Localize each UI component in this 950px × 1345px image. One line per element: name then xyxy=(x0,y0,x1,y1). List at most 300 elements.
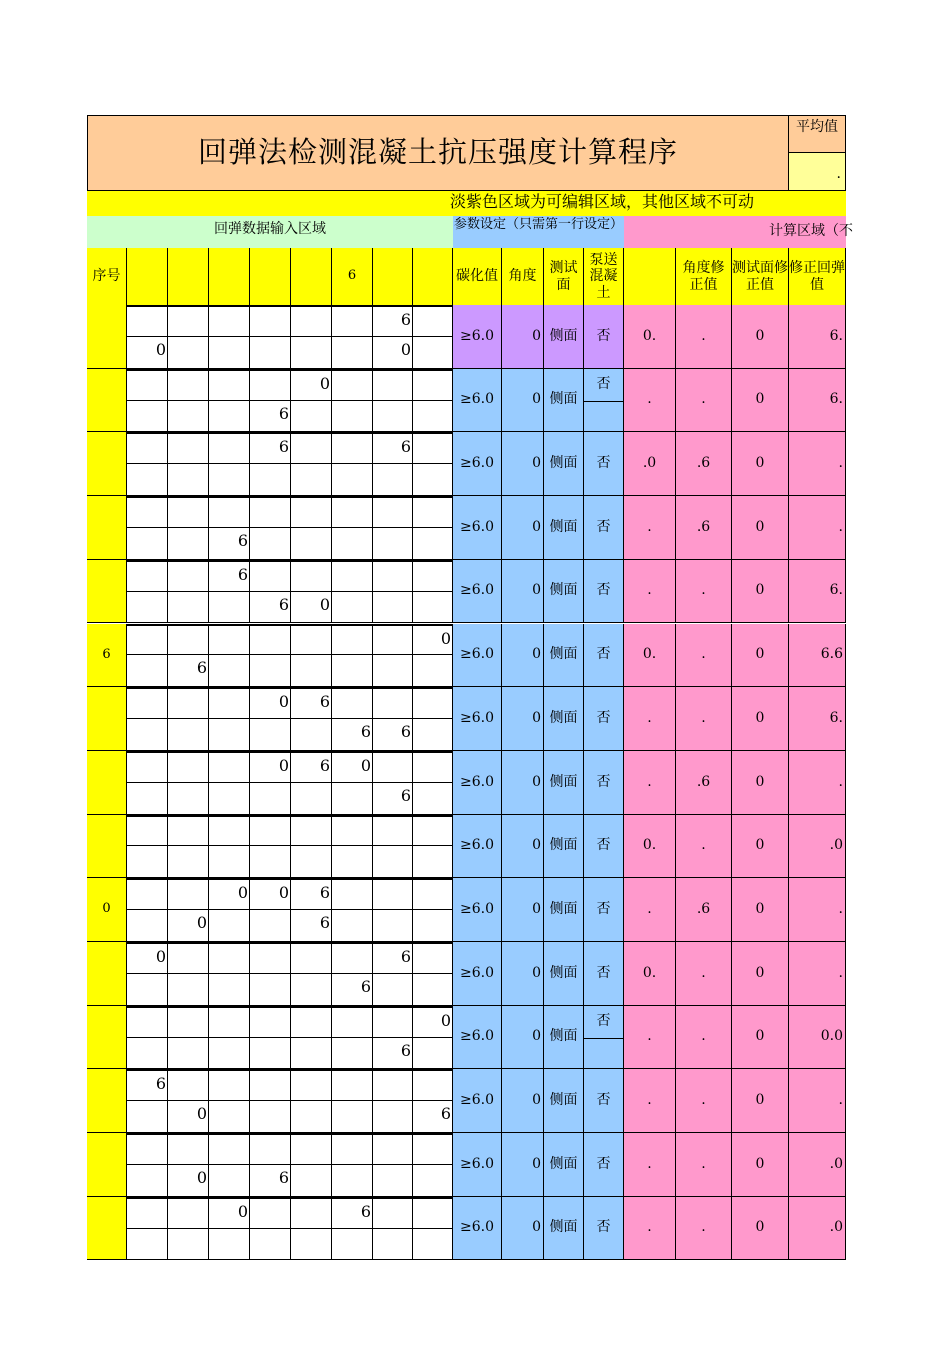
rebound-input-cell[interactable] xyxy=(127,432,168,464)
rebound-input-cell[interactable]: 6 xyxy=(373,1038,413,1070)
angle-cell: 0 xyxy=(502,1069,544,1133)
rebound-input-cell[interactable] xyxy=(127,560,168,592)
rebound-input-cell[interactable] xyxy=(413,592,453,624)
rebound-input-cell[interactable] xyxy=(413,369,453,401)
rebound-input-cell[interactable] xyxy=(332,655,373,687)
rebound-input-cell[interactable] xyxy=(250,815,291,847)
rebound-input-cell[interactable] xyxy=(373,1133,413,1165)
rebound-input-cell[interactable] xyxy=(168,369,209,401)
rebound-input-cell[interactable] xyxy=(209,305,250,337)
pumped-concrete-cell: 否 xyxy=(584,1069,624,1133)
rebound-input-cell[interactable] xyxy=(209,783,250,815)
rebound-input-cell[interactable] xyxy=(127,1165,168,1197)
rebound-input-cell[interactable] xyxy=(332,878,373,910)
rebound-input-cell[interactable]: 0 xyxy=(127,337,168,369)
rebound-input-cell[interactable] xyxy=(413,1133,453,1165)
rebound-input-cell[interactable] xyxy=(209,846,250,878)
rebound-input-cell[interactable] xyxy=(332,401,373,433)
rebound-input-cell[interactable] xyxy=(332,942,373,974)
angle-correction-cell: . xyxy=(676,560,732,624)
column-header-angle-correction: 角度修正值 xyxy=(676,248,732,305)
rebound-input-cell[interactable] xyxy=(373,369,413,401)
rebound-input-cell[interactable] xyxy=(168,1197,209,1229)
rebound-input-cell[interactable] xyxy=(413,560,453,592)
rebound-input-cell[interactable] xyxy=(291,719,332,751)
rebound-input-cell[interactable] xyxy=(209,1069,250,1101)
rebound-input-cell[interactable] xyxy=(291,1038,332,1070)
rebound-input-cell[interactable] xyxy=(168,528,209,560)
rebound-input-cell[interactable] xyxy=(168,942,209,974)
rebound-input-cell[interactable] xyxy=(168,815,209,847)
rebound-input-cell[interactable] xyxy=(413,783,453,815)
calc-value-cell: . xyxy=(624,1006,676,1070)
rebound-input-cell[interactable]: 6 xyxy=(332,719,373,751)
carbonation-cell: ≥6.0 xyxy=(453,751,502,815)
corrected-rebound-cell: . xyxy=(789,878,846,942)
rebound-input-cell[interactable] xyxy=(332,1101,373,1133)
rebound-input-cell[interactable] xyxy=(413,974,453,1006)
rebound-input-cell[interactable] xyxy=(127,655,168,687)
angle-correction-cell: . xyxy=(676,369,732,433)
rebound-input-cell[interactable] xyxy=(250,1197,291,1229)
rebound-input-cell[interactable] xyxy=(373,624,413,656)
rebound-input-cell[interactable] xyxy=(127,1229,168,1261)
rebound-input-cell[interactable] xyxy=(209,1038,250,1070)
rebound-input-cell[interactable] xyxy=(291,1133,332,1165)
test-face-cell: 侧面 xyxy=(544,496,584,560)
rebound-input-cell[interactable] xyxy=(168,846,209,878)
rebound-input-cell[interactable] xyxy=(413,910,453,942)
rebound-input-cell[interactable] xyxy=(250,942,291,974)
rebound-input-cell[interactable]: 0 xyxy=(127,942,168,974)
rebound-input-cell[interactable] xyxy=(209,910,250,942)
calc-value-cell: 0. xyxy=(624,624,676,688)
rebound-input-cell[interactable] xyxy=(332,815,373,847)
rebound-input-cell[interactable] xyxy=(332,1038,373,1070)
rebound-input-cell[interactable] xyxy=(332,1006,373,1038)
test-face-cell: 侧面 xyxy=(544,560,584,624)
rebound-input-cell[interactable] xyxy=(332,1133,373,1165)
rebound-input-cell[interactable]: 6 xyxy=(209,528,250,560)
rebound-input-cell[interactable]: 6 xyxy=(209,560,250,592)
rebound-input-cell[interactable] xyxy=(413,687,453,719)
sequence-cell xyxy=(87,1197,127,1261)
carbonation-cell: ≥6.0 xyxy=(453,687,502,751)
rebound-input-cell[interactable] xyxy=(291,974,332,1006)
rebound-input-cell[interactable] xyxy=(291,1101,332,1133)
rebound-input-cell[interactable] xyxy=(168,974,209,1006)
rebound-input-cell[interactable] xyxy=(291,1165,332,1197)
rebound-input-cell[interactable] xyxy=(373,592,413,624)
rebound-input-cell[interactable] xyxy=(209,655,250,687)
rebound-input-cell[interactable] xyxy=(413,719,453,751)
rebound-input-cell[interactable] xyxy=(168,624,209,656)
rebound-input-cell[interactable] xyxy=(332,496,373,528)
rebound-input-cell[interactable] xyxy=(291,1197,332,1229)
rebound-input-cell[interactable] xyxy=(373,401,413,433)
rebound-input-cell[interactable] xyxy=(373,846,413,878)
rebound-input-cell[interactable] xyxy=(413,337,453,369)
rebound-input-cell[interactable] xyxy=(209,464,250,496)
rebound-input-cell[interactable] xyxy=(291,337,332,369)
carbonation-cell: ≥6.0 xyxy=(453,560,502,624)
rebound-input-cell[interactable]: 6 xyxy=(291,687,332,719)
rebound-input-cell[interactable] xyxy=(209,624,250,656)
rebound-input-cell[interactable] xyxy=(209,942,250,974)
rebound-input-cell[interactable] xyxy=(373,1229,413,1261)
rebound-input-cell[interactable] xyxy=(127,783,168,815)
rebound-input-cell[interactable] xyxy=(373,815,413,847)
rebound-input-cell[interactable]: 6 xyxy=(168,655,209,687)
rebound-input-cell[interactable]: 6 xyxy=(373,942,413,974)
rebound-input-cell[interactable]: 6 xyxy=(250,1165,291,1197)
rebound-input-cell[interactable] xyxy=(168,496,209,528)
rebound-input-cell[interactable]: 6 xyxy=(291,751,332,783)
rebound-input-cell[interactable] xyxy=(127,305,168,337)
calculation-section-label: 计算区域（不 xyxy=(769,223,853,239)
rebound-input-cell[interactable]: 0 xyxy=(168,1165,209,1197)
rebound-input-cell[interactable] xyxy=(332,910,373,942)
carbonation-cell[interactable]: ≥6.0 xyxy=(453,305,502,369)
rebound-input-cell[interactable]: 6 xyxy=(250,401,291,433)
rebound-input-cell[interactable] xyxy=(373,1165,413,1197)
rebound-input-cell[interactable] xyxy=(332,624,373,656)
rebound-input-cell[interactable] xyxy=(250,369,291,401)
rebound-input-cell[interactable] xyxy=(168,560,209,592)
rebound-input-cell[interactable] xyxy=(291,1006,332,1038)
rebound-input-cell[interactable] xyxy=(332,464,373,496)
rebound-input-cell[interactable] xyxy=(127,592,168,624)
angle-correction-cell: . xyxy=(676,1069,732,1133)
average-label: 平均值 xyxy=(789,115,846,153)
rebound-input-cell[interactable] xyxy=(168,592,209,624)
rebound-input-cell[interactable] xyxy=(332,1165,373,1197)
calc-value-cell: . xyxy=(624,496,676,560)
corrected-rebound-cell: 0.0 xyxy=(789,1006,846,1070)
rebound-input-cell[interactable] xyxy=(291,1229,332,1261)
rebound-input-cell[interactable] xyxy=(127,528,168,560)
rebound-input-cell[interactable] xyxy=(209,496,250,528)
rebound-input-cell[interactable] xyxy=(413,846,453,878)
rebound-input-cell[interactable] xyxy=(413,751,453,783)
rebound-input-cell[interactable] xyxy=(373,1101,413,1133)
rebound-input-cell[interactable] xyxy=(168,1038,209,1070)
rebound-input-cell[interactable] xyxy=(168,432,209,464)
rebound-input-cell[interactable] xyxy=(332,432,373,464)
rebound-input-cell[interactable] xyxy=(250,1038,291,1070)
rebound-input-cell[interactable] xyxy=(413,464,453,496)
rebound-input-cell[interactable]: 0 xyxy=(332,751,373,783)
angle-cell[interactable]: 0 xyxy=(502,305,544,369)
angle-correction-cell: . xyxy=(676,305,732,369)
rebound-input-cell[interactable]: 0 xyxy=(250,687,291,719)
pumped-concrete-cell: 否 xyxy=(584,1133,624,1197)
rebound-input-cell[interactable] xyxy=(250,496,291,528)
rebound-input-cell[interactable]: 6 xyxy=(332,974,373,1006)
rebound-input-cell[interactable] xyxy=(127,624,168,656)
angle-correction-cell: . xyxy=(676,1006,732,1070)
rebound-input-cell[interactable] xyxy=(332,592,373,624)
rebound-input-cell[interactable] xyxy=(413,496,453,528)
rebound-input-cell[interactable] xyxy=(168,401,209,433)
rebound-input-cell[interactable] xyxy=(291,655,332,687)
pumped-concrete-cell: 否 xyxy=(584,560,624,624)
rebound-input-cell[interactable]: 6 xyxy=(413,1101,453,1133)
carbonation-cell: ≥6.0 xyxy=(453,942,502,1006)
rebound-input-cell[interactable] xyxy=(127,687,168,719)
rebound-input-cell[interactable] xyxy=(127,1038,168,1070)
rebound-input-cell[interactable] xyxy=(209,401,250,433)
corrected-rebound-cell: .0 xyxy=(789,1197,846,1261)
pumped-concrete-cell[interactable]: 否 xyxy=(584,305,624,369)
rebound-input-cell[interactable] xyxy=(250,910,291,942)
column-header-input-1 xyxy=(127,248,168,305)
rebound-input-cell[interactable] xyxy=(168,687,209,719)
rebound-input-cell[interactable] xyxy=(168,464,209,496)
face-correction-cell: 0 xyxy=(732,624,789,688)
rebound-input-cell[interactable]: 6 xyxy=(373,783,413,815)
rebound-input-cell[interactable] xyxy=(127,1006,168,1038)
rebound-input-cell[interactable] xyxy=(413,1229,453,1261)
rebound-input-cell[interactable] xyxy=(332,783,373,815)
rebound-input-cell[interactable] xyxy=(127,464,168,496)
rebound-input-cell[interactable] xyxy=(250,560,291,592)
sequence-cell xyxy=(87,496,127,560)
rebound-input-cell[interactable] xyxy=(168,305,209,337)
column-header-input-8 xyxy=(413,248,453,305)
face-correction-cell: 0 xyxy=(732,687,789,751)
rebound-input-cell[interactable] xyxy=(332,846,373,878)
rebound-input-cell[interactable] xyxy=(250,305,291,337)
rebound-input-cell[interactable] xyxy=(127,815,168,847)
rebound-input-cell[interactable] xyxy=(209,751,250,783)
rebound-input-cell[interactable]: 0 xyxy=(168,1101,209,1133)
rebound-input-cell[interactable] xyxy=(209,687,250,719)
rebound-input-cell[interactable] xyxy=(291,305,332,337)
rebound-input-cell[interactable]: 0 xyxy=(250,878,291,910)
rebound-input-cell[interactable] xyxy=(332,560,373,592)
rebound-input-cell[interactable] xyxy=(373,1197,413,1229)
rebound-input-cell[interactable] xyxy=(209,1101,250,1133)
column-header-seq: 序号 xyxy=(87,248,127,305)
rebound-input-cell[interactable] xyxy=(168,751,209,783)
rebound-input-cell[interactable] xyxy=(127,974,168,1006)
rebound-input-cell[interactable] xyxy=(209,369,250,401)
rebound-input-cell[interactable] xyxy=(250,464,291,496)
rebound-input-cell[interactable] xyxy=(332,1229,373,1261)
rebound-input-cell[interactable]: 6 xyxy=(291,910,332,942)
angle-correction-cell: . xyxy=(676,1197,732,1261)
rebound-input-cell[interactable]: 0 xyxy=(291,592,332,624)
rebound-input-cell[interactable] xyxy=(127,719,168,751)
corrected-rebound-cell: .0 xyxy=(789,815,846,879)
rebound-input-cell[interactable] xyxy=(127,401,168,433)
calculation-section-header xyxy=(624,216,853,248)
corrected-rebound-cell: 6.6 xyxy=(789,624,846,688)
rebound-input-cell[interactable] xyxy=(373,464,413,496)
rebound-input-cell[interactable] xyxy=(250,719,291,751)
rebound-input-cell[interactable] xyxy=(127,846,168,878)
rebound-input-cell[interactable] xyxy=(209,592,250,624)
rebound-input-cell[interactable] xyxy=(209,1165,250,1197)
rebound-input-cell[interactable] xyxy=(168,719,209,751)
rebound-input-cell[interactable] xyxy=(291,815,332,847)
rebound-input-cell[interactable] xyxy=(373,910,413,942)
rebound-input-cell[interactable] xyxy=(332,305,373,337)
rebound-input-cell[interactable] xyxy=(291,432,332,464)
rebound-input-cell[interactable] xyxy=(413,305,453,337)
rebound-input-cell[interactable]: 6 xyxy=(127,1069,168,1101)
rebound-input-cell[interactable] xyxy=(168,1006,209,1038)
rebound-input-cell[interactable] xyxy=(250,624,291,656)
rebound-input-cell[interactable] xyxy=(209,974,250,1006)
face-correction-cell: 0 xyxy=(732,815,789,879)
rebound-input-cell[interactable]: 0 xyxy=(209,1197,250,1229)
rebound-input-cell[interactable] xyxy=(250,1229,291,1261)
rebound-input-cell[interactable]: 0 xyxy=(373,337,413,369)
rebound-input-cell[interactable] xyxy=(209,337,250,369)
rebound-input-cell[interactable] xyxy=(413,1165,453,1197)
rebound-input-cell[interactable] xyxy=(168,783,209,815)
rebound-input-cell[interactable] xyxy=(127,751,168,783)
rebound-input-cell[interactable] xyxy=(373,560,413,592)
angle-correction-cell: . xyxy=(676,815,732,879)
rebound-input-cell[interactable] xyxy=(373,974,413,1006)
calc-value-cell: . xyxy=(624,1133,676,1197)
rebound-input-cell[interactable] xyxy=(373,1069,413,1101)
rebound-input-cell[interactable] xyxy=(291,464,332,496)
rebound-input-cell[interactable]: 0 xyxy=(250,751,291,783)
rebound-input-cell[interactable] xyxy=(413,401,453,433)
rebound-input-cell[interactable] xyxy=(127,1133,168,1165)
rebound-input-cell[interactable] xyxy=(168,1133,209,1165)
rebound-input-cell[interactable] xyxy=(250,783,291,815)
rebound-input-cell[interactable]: 6 xyxy=(373,305,413,337)
rebound-input-cell[interactable] xyxy=(250,655,291,687)
rebound-input-cell[interactable]: 0 xyxy=(168,910,209,942)
rebound-input-cell[interactable] xyxy=(250,337,291,369)
face-correction-cell: 0 xyxy=(732,1133,789,1197)
cell-divider xyxy=(584,401,623,402)
pumped-concrete-cell: 否 xyxy=(584,1197,624,1261)
angle-cell: 0 xyxy=(502,432,544,496)
rebound-input-cell[interactable] xyxy=(291,942,332,974)
rebound-input-cell[interactable] xyxy=(168,878,209,910)
rebound-input-cell[interactable] xyxy=(209,815,250,847)
angle-correction-cell: . xyxy=(676,624,732,688)
rebound-input-cell[interactable] xyxy=(209,719,250,751)
rebound-input-cell[interactable] xyxy=(373,528,413,560)
rebound-input-cell[interactable] xyxy=(413,1038,453,1070)
rebound-input-cell[interactable] xyxy=(127,1101,168,1133)
rebound-input-cell[interactable] xyxy=(291,496,332,528)
rebound-input-cell[interactable] xyxy=(332,687,373,719)
rebound-input-cell[interactable] xyxy=(413,1197,453,1229)
pumped-concrete-cell: 否 xyxy=(584,815,624,879)
rebound-input-cell[interactable] xyxy=(209,1006,250,1038)
rebound-input-cell[interactable] xyxy=(291,401,332,433)
rebound-input-cell[interactable] xyxy=(332,337,373,369)
carbonation-cell: ≥6.0 xyxy=(453,1069,502,1133)
rebound-input-cell[interactable] xyxy=(291,528,332,560)
rebound-input-cell[interactable] xyxy=(127,878,168,910)
rebound-input-cell[interactable]: 0 xyxy=(209,878,250,910)
rebound-input-cell[interactable] xyxy=(209,1133,250,1165)
rebound-input-cell[interactable] xyxy=(250,846,291,878)
rebound-input-cell[interactable] xyxy=(250,1133,291,1165)
rebound-input-cell[interactable] xyxy=(291,560,332,592)
rebound-input-cell[interactable] xyxy=(373,1006,413,1038)
rebound-input-cell[interactable] xyxy=(413,432,453,464)
rebound-input-cell[interactable] xyxy=(413,815,453,847)
test-face-cell: 侧面 xyxy=(544,369,584,433)
rebound-input-cell[interactable] xyxy=(127,1197,168,1229)
rebound-input-cell[interactable]: 0 xyxy=(413,624,453,656)
corrected-rebound-cell: . xyxy=(789,942,846,1006)
rebound-input-cell[interactable] xyxy=(250,974,291,1006)
rebound-input-cell[interactable]: 6 xyxy=(373,719,413,751)
column-header-input-6: 6 xyxy=(332,248,373,305)
rebound-input-cell[interactable] xyxy=(373,687,413,719)
rebound-input-cell[interactable] xyxy=(291,624,332,656)
rebound-input-cell[interactable]: 0 xyxy=(291,369,332,401)
rebound-input-cell[interactable] xyxy=(250,528,291,560)
rebound-input-cell[interactable] xyxy=(373,878,413,910)
rebound-input-cell[interactable] xyxy=(168,1229,209,1261)
test-face-cell[interactable]: 侧面 xyxy=(544,305,584,369)
rebound-input-cell[interactable]: 0 xyxy=(413,1006,453,1038)
rebound-input-cell[interactable] xyxy=(373,751,413,783)
sequence-cell xyxy=(87,687,127,751)
carbonation-cell: ≥6.0 xyxy=(453,496,502,560)
rebound-input-cell[interactable] xyxy=(209,432,250,464)
rebound-input-cell[interactable] xyxy=(332,369,373,401)
rebound-input-cell[interactable] xyxy=(127,496,168,528)
rebound-input-cell[interactable] xyxy=(168,337,209,369)
rebound-input-cell[interactable]: 6 xyxy=(332,1197,373,1229)
rebound-input-cell[interactable] xyxy=(413,878,453,910)
face-correction-cell: 0 xyxy=(732,942,789,1006)
rebound-input-cell[interactable] xyxy=(250,1069,291,1101)
rebound-input-cell[interactable] xyxy=(373,496,413,528)
rebound-input-cell[interactable]: 6 xyxy=(250,592,291,624)
rebound-input-cell[interactable] xyxy=(250,1101,291,1133)
rebound-input-cell[interactable] xyxy=(250,1006,291,1038)
rebound-input-cell[interactable] xyxy=(291,1069,332,1101)
rebound-input-cell[interactable]: 6 xyxy=(373,432,413,464)
rebound-input-cell[interactable] xyxy=(168,1069,209,1101)
rebound-input-cell[interactable] xyxy=(413,1069,453,1101)
rebound-input-cell[interactable] xyxy=(291,846,332,878)
rebound-input-cell[interactable] xyxy=(209,1229,250,1261)
rebound-input-cell[interactable] xyxy=(413,528,453,560)
pumped-concrete-cell: 否 xyxy=(584,496,624,560)
angle-correction-cell: .6 xyxy=(676,751,732,815)
angle-correction-cell: . xyxy=(676,942,732,1006)
rebound-input-cell[interactable] xyxy=(332,528,373,560)
rebound-input-cell[interactable] xyxy=(127,369,168,401)
rebound-input-cell[interactable] xyxy=(127,910,168,942)
calc-value-cell: . xyxy=(624,687,676,751)
rebound-input-cell[interactable] xyxy=(332,1069,373,1101)
rebound-input-cell[interactable] xyxy=(413,942,453,974)
rebound-input-cell[interactable] xyxy=(291,783,332,815)
column-header-face-correction: 测试面修正值 xyxy=(732,248,789,305)
rebound-input-cell[interactable] xyxy=(373,655,413,687)
rebound-input-cell[interactable]: 6 xyxy=(291,878,332,910)
rebound-input-cell[interactable] xyxy=(413,655,453,687)
rebound-input-cell[interactable]: 6 xyxy=(250,432,291,464)
